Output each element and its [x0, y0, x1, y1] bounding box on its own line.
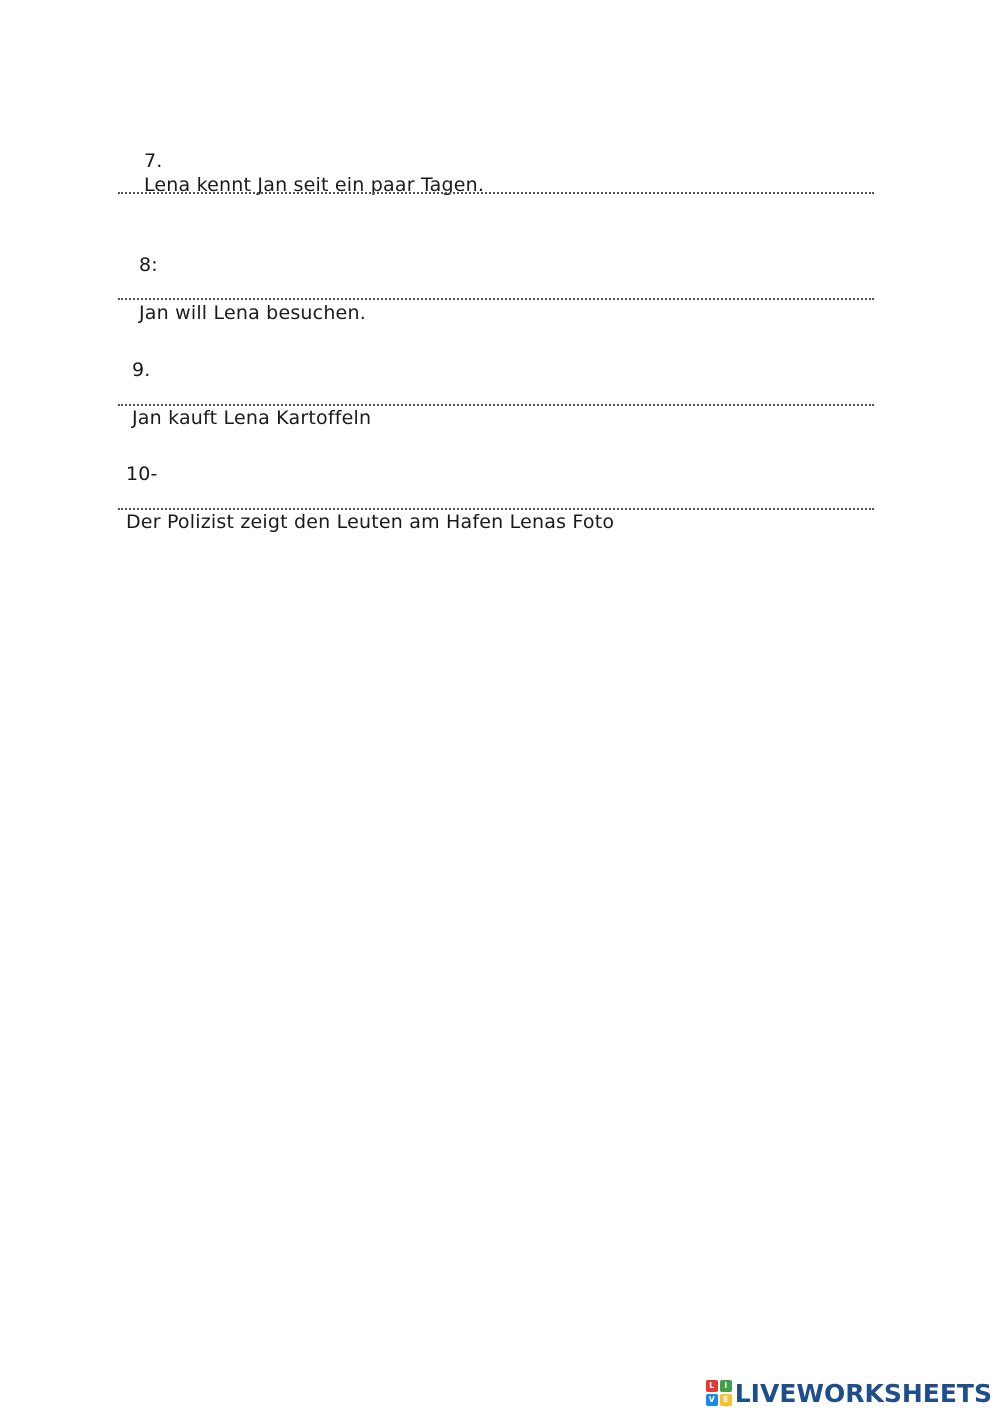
question-text: Der Polizist zeigt den Leuten am Hafen Lenas Foto [125, 511, 615, 533]
question-9 [107, 334, 371, 454]
question-number: 9. [131, 359, 151, 381]
liveworksheets-brand [706, 1378, 992, 1408]
question-8 [114, 229, 366, 349]
brand-name: LIVEWORKSHEETS [734, 1378, 992, 1408]
logo-letter: I [720, 1380, 732, 1392]
question-10 [101, 438, 614, 558]
question-7 [119, 125, 484, 221]
question-text: Jan will Lena besuchen. [138, 302, 366, 324]
answer-line-9[interactable] [118, 404, 874, 406]
answer-line-10[interactable] [118, 508, 874, 510]
answer-line-8[interactable] [118, 298, 874, 300]
question-number: 7. [143, 150, 163, 172]
question-text: Jan kauft Lena Kartoffeln [131, 407, 372, 429]
question-text: Lena kennt Jan seit ein paar Tagen. [143, 174, 485, 196]
question-number: 8: [138, 254, 158, 276]
logo-letter: E [720, 1394, 732, 1406]
question-number: 10- [125, 463, 158, 485]
logo-letter: V [706, 1394, 718, 1406]
logo-letter: L [706, 1380, 718, 1392]
liveworksheets-logo-icon [706, 1380, 732, 1406]
answer-line-7[interactable] [118, 192, 874, 194]
